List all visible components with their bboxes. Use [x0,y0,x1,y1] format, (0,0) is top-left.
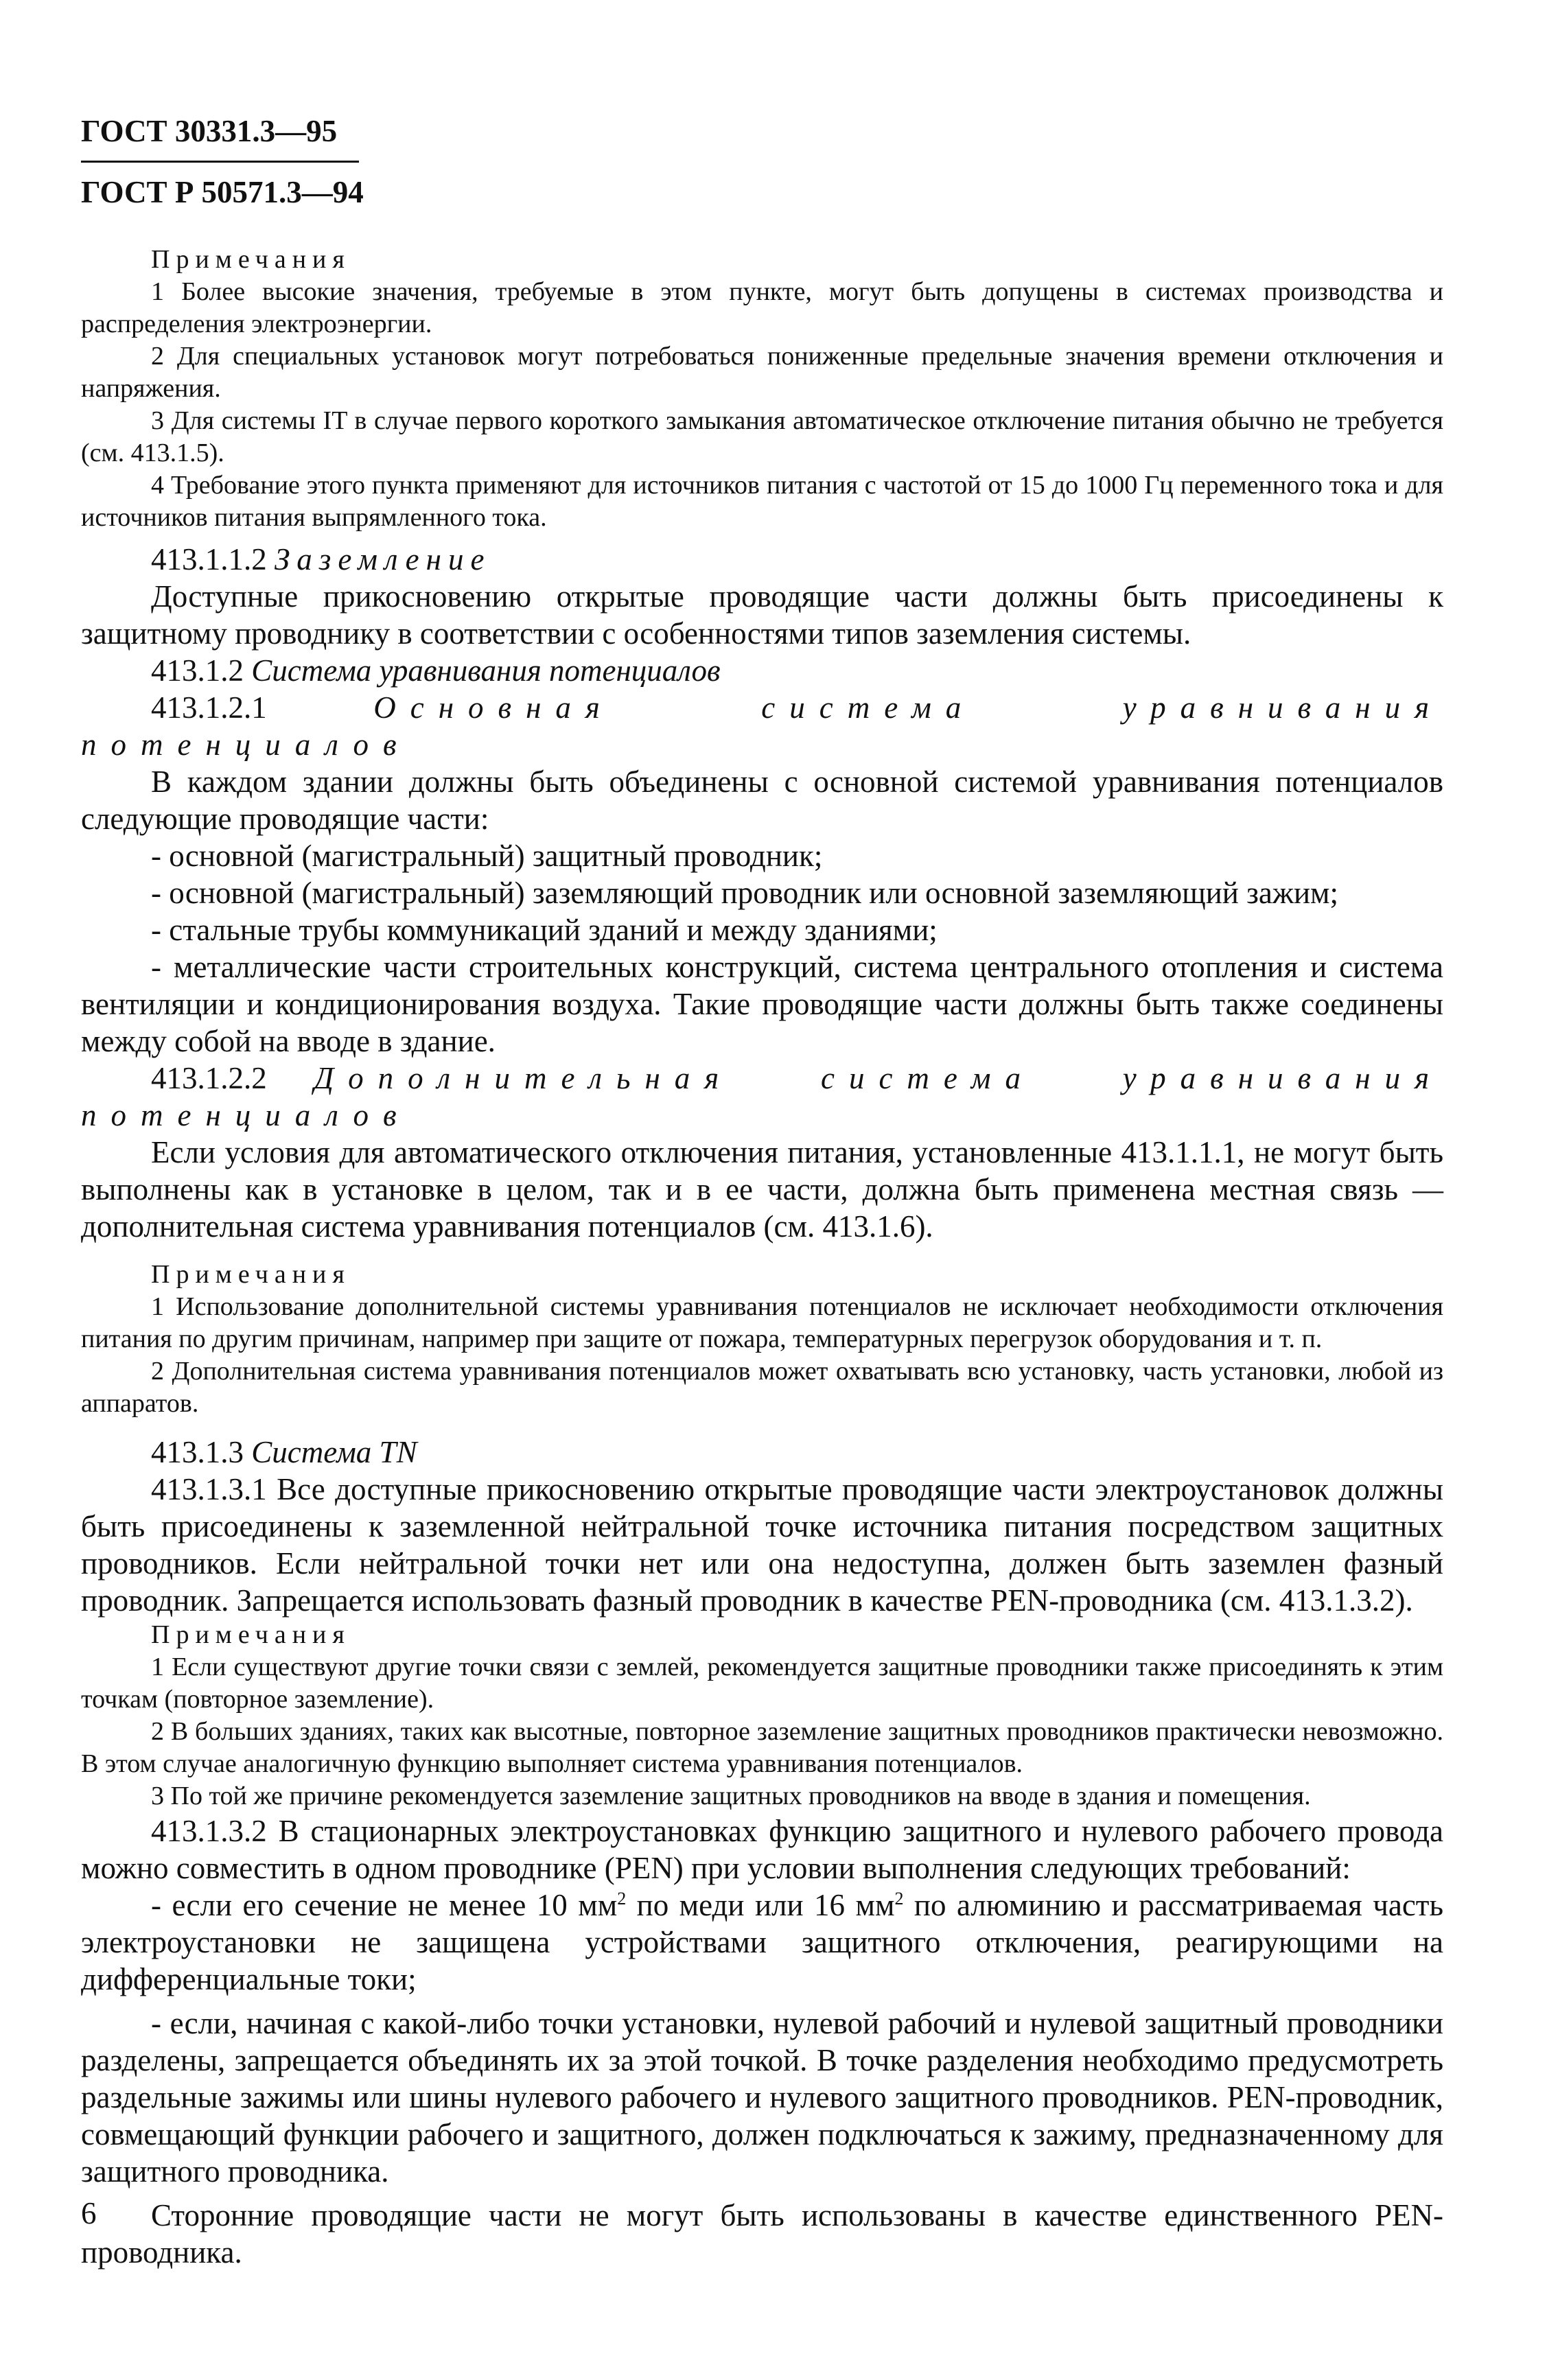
section-number: 413.1.2 [151,653,244,688]
paragraph: В каждом здании должны быть объединены с основной системой уравнивания потенциалов следующие проводящие части: [81,765,1443,836]
section-title: Заземление [275,542,491,576]
note-item: 1 Использование дополнительной системы уравнивания потенциалов не исключает необходимости отключения питания по другим причинам, например при защите от пожара, температурных перегрузок оборудования и т. п. [81,1292,1443,1353]
section-number: 413.1.3 [151,1435,244,1469]
paragraph: 413.1.3.1 Все доступные прикосновению открытые проводящие части электроустановок должны быть присоединены к заземленной нейтральной точке источника питания посредством защитных проводников. Если нейтральной точки нет или она недоступна, должен быть заземлен фазный проводник. Запрещается использовать фазный проводник в качестве PEN-проводника (см. 413.1.3.2). [81,1472,1443,1618]
list-item: - основной (магистральный) защитный проводник; [151,839,823,873]
superscript: 2 [617,1889,627,1909]
note-item: 1 Если существуют другие точки связи с землей, рекомендуется защитные проводники также присоединять к этим точкам (повторное заземление). [81,1653,1443,1714]
section-heading [81,541,1443,578]
section-heading [81,652,1443,689]
note-item: 3 Для системы IT в случае первого короткого замыкания автоматическое отключение питания обычно не требуется (см. 413.1.5). [81,406,1443,467]
list-item: - металлические части строительных конструкций, система центрального отопления и система вентиляции и кондиционирования воздуха. Такие проводящие части должны быть также соединены между собой на вводе в здание. [81,950,1443,1058]
section-heading [81,1060,1443,1134]
note-item: 2 Для специальных установок могут потребоваться пониженные предельные значения времени отключения и напряжения. [81,342,1443,403]
notes-title: Примечания [151,245,351,274]
text-run: по меди или 16 мм [626,1888,895,1922]
document-header [81,110,369,213]
section-number: 413.1.1.2 [151,542,267,576]
note-item: 2 В больших зданиях, таких как высотные, повторное заземление защитных проводников практически невозможно. В этом случае аналогичную функцию выполняет система уравнивания потенциалов. [81,1717,1443,1778]
paragraph: Сторонние проводящие части не могут быть использованы в качестве единственного PEN-проводника. [81,2198,1443,2270]
standard-code-secondary: ГОСТ Р 50571.3—94 [81,175,364,209]
document-body [81,244,1443,2271]
section-number: 413.1.2.1 [151,690,267,725]
note-item: 1 Более высокие значения, требуемые в этом пункте, могут быть допущены в системах производства и распределения электроэнергии. [81,277,1443,338]
section-number: 413.1.2.2 [151,1061,267,1095]
list-item: - стальные трубы коммуникаций зданий и между зданиями; [151,913,938,947]
section-title: Система TN [251,1435,417,1469]
list-item [81,1887,1443,1998]
standard-code-primary: ГОСТ 30331.3—95 [81,114,338,148]
text-run: по алюминию и рассматриваемая часть электроустановки не защищена устройствами защитного отключения, реагирующими на дифференциальные токи; [81,1888,1443,1996]
header-divider [81,161,359,163]
section-title: Дополнительная система уравнивания потенциалов [81,1061,1443,1132]
list-item: - если, начиная с какой-либо точки установки, нулевой рабочий и нулевой защитный проводники разделены, запрещается объединять их за этой точкой. В точке разделения необходимо предусмотреть раздельные зажимы или шины нулевого рабочего и нулевого защитного проводников. PEN-проводник, совмещающий функции рабочего и защитного, должен подключаться к зажиму, предназначенному для защитного проводника. [81,2006,1443,2189]
section-heading [81,1434,1443,1471]
section-heading [81,689,1443,763]
section-title: Система уравнивания потенциалов [251,653,721,688]
page-number: 6 [81,2196,97,2230]
note-item: 4 Требование этого пункта применяют для источников питания с частотой от 15 до 1000 Гц переменного тока и для источников питания выпрямленного тока. [81,471,1443,532]
paragraph: Если условия для автоматического отключения питания, установленные 413.1.1.1, не могут быть выполнены как в установке в целом, так и в ее части, должна быть применена местная связь — дополнительная система уравнивания потенциалов (см. 413.1.6). [81,1135,1443,1244]
paragraph: Доступные прикосновению открытые проводящие части должны быть присоединены к защитному проводнику в соответствии с особенностями типов заземления системы. [81,579,1443,651]
list-item: - основной (магистральный) заземляющий проводник или основной заземляющий зажим; [151,876,1339,910]
paragraph: 413.1.3.2 В стационарных электроустановках функцию защитного и нулевого рабочего провода можно совместить в одном проводнике (PEN) при условии выполнения следующих требований: [81,1814,1443,1885]
note-item: 3 По той же причине рекомендуется заземление защитных проводников на вводе в здания и помещения. [151,1782,1311,1810]
section-title: Основная система уравнивания потенциалов [81,690,1443,762]
superscript: 2 [894,1889,904,1909]
text-run: - если его сечение не менее 10 мм [151,1888,618,1922]
notes-title: Примечания [151,1620,351,1649]
notes-title: Примечания [151,1260,351,1289]
note-item: 2 Дополнительная система уравнивания потенциалов может охватывать всю установку, часть установки, любой из аппаратов. [81,1357,1443,1418]
